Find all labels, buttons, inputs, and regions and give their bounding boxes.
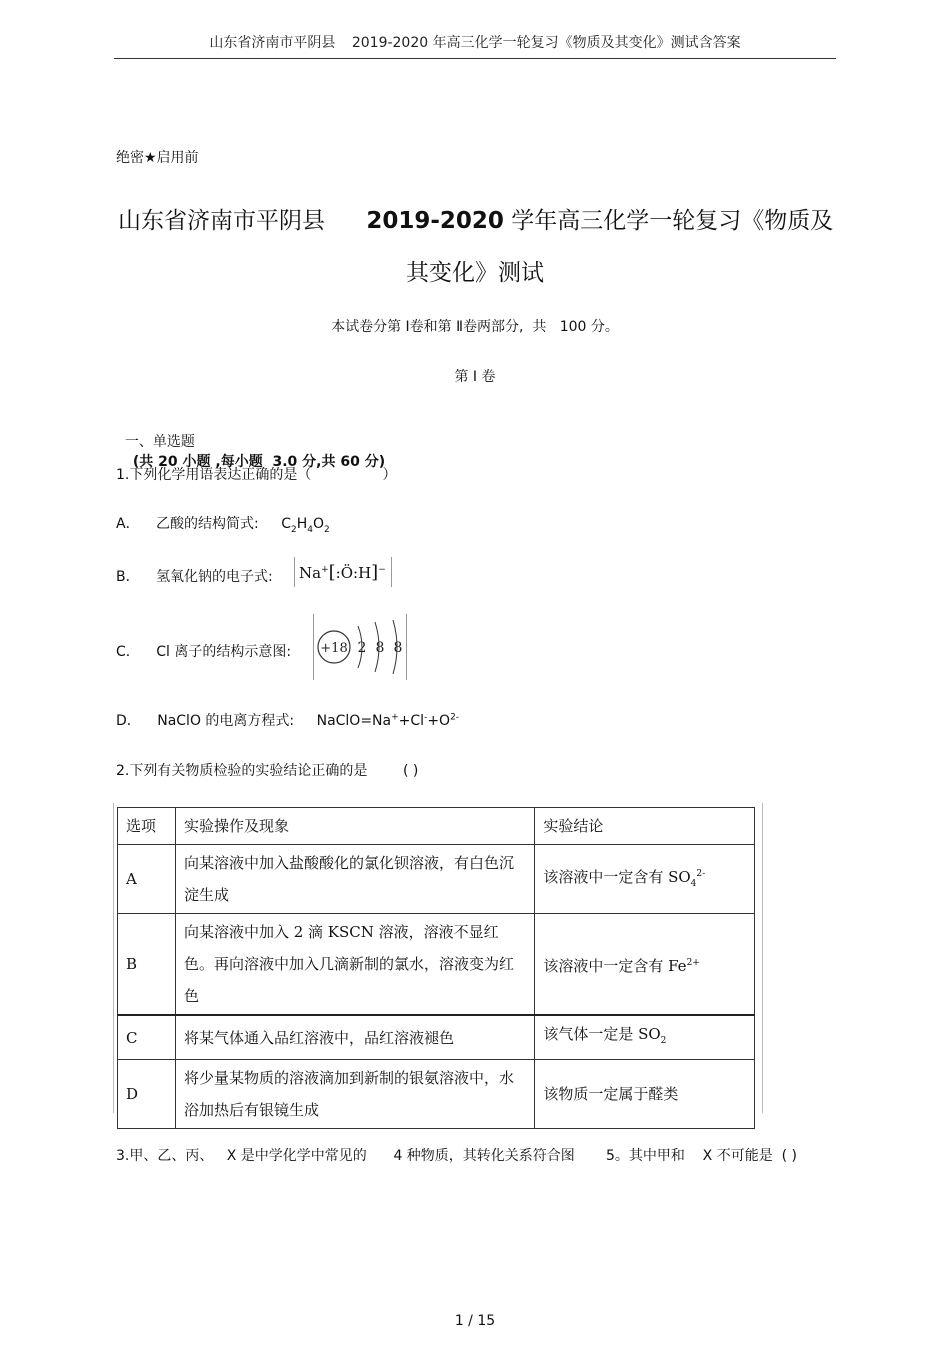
header-right: 2019-2020 年高三化学一轮复习《物质及其变化》测试含答案 <box>351 35 741 51</box>
option-a-formula <box>281 516 330 535</box>
eq-o: +O <box>427 713 451 729</box>
eq-cl: +Cl <box>398 713 425 729</box>
row-d-conclusion: 该物质一定属于醛类 <box>535 1060 755 1129</box>
na-symbol: Na <box>299 564 322 582</box>
bracket-open: [ <box>328 562 336 583</box>
section-heading <box>116 415 385 471</box>
formula-h: H <box>296 516 308 532</box>
shell-count-1: 2 <box>357 640 367 656</box>
hydroxide-charge: − <box>378 565 386 575</box>
q2-table <box>117 807 755 1129</box>
row-c-operation: 将某气体通入品红溶液中，品红溶液褪色 <box>175 1015 534 1060</box>
table-row <box>118 845 755 914</box>
row-b-conclusion <box>535 914 755 1016</box>
option-c-label: C． <box>116 644 140 660</box>
eq-o-charge: 2- <box>450 712 460 723</box>
option-b-text: 氢氧化钠的电子式: <box>156 569 273 585</box>
option-a-label: A． <box>116 516 140 532</box>
row-c-option: C <box>118 1015 176 1060</box>
q1-option-c <box>116 641 291 661</box>
conclusion-sub: 2 <box>660 1036 667 1046</box>
option-c-text: Cl 离子的结构示意图: <box>156 644 292 660</box>
conclusion-text: 该气体一定是 SO <box>543 1025 661 1043</box>
intro-text: 本试卷分第 Ⅰ卷和第 Ⅱ卷两部分, 共 100 分。 <box>331 319 619 335</box>
q1-option-b <box>116 566 273 586</box>
page-number: 1 / 15 <box>454 1313 496 1329</box>
header-option: 选项 <box>118 808 176 845</box>
h-symbol: H <box>358 564 372 582</box>
header-conclusion: 实验结论 <box>535 808 755 845</box>
q1-option-d <box>116 710 459 730</box>
eq-na-charge: + <box>391 712 399 723</box>
formula-c-sub: 2 <box>290 524 297 535</box>
conclusion-text: 该溶液中一定含有 SO <box>543 868 691 886</box>
q3-stem: 3.甲、乙、丙、 X 是中学化学中常见的 4 种物质，其转化关系符合图 5。其中甲和 X 不可能是 ( ) <box>116 1148 797 1164</box>
option-d-equation <box>317 713 459 729</box>
part-heading: 第 Ⅰ 卷 <box>454 369 496 385</box>
formula-o-sub: 2 <box>324 524 330 535</box>
row-d-option: D <box>118 1060 176 1129</box>
header-divider <box>114 58 836 59</box>
conclusion-sup: 2- <box>696 869 706 879</box>
q2-stem: 2.下列有关物质检验的实验结论正确的是 ( ) <box>116 763 419 779</box>
row-d-operation: 将少量某物质的溶液滴加到新制的银氨溶液中，水浴加热后有银镜生成 <box>175 1060 534 1129</box>
option-d-text: NaClO 的电离方程式: <box>157 713 295 729</box>
section-label: 一、单选题 <box>124 434 195 450</box>
q1-option-a <box>116 513 330 535</box>
shell-count-2: 8 <box>375 640 385 656</box>
nucleus-charge: +18 <box>320 641 348 656</box>
header-left: 山东省济南市平阴县 <box>209 35 336 51</box>
table-header-row <box>118 808 755 845</box>
atom-structure-svg <box>314 614 406 680</box>
row-a-operation: 向某溶液中加入盐酸酸化的氯化钡溶液，有白色沉淀生成 <box>175 845 534 914</box>
na-charge: + <box>321 565 329 575</box>
conclusion-text: 该溶液中一定含有 Fe <box>543 956 687 975</box>
title-part-c: 学年高三化学一轮复习《物质及 <box>511 208 834 234</box>
electron-formula-image <box>294 557 392 587</box>
atom-structure-image <box>313 614 407 680</box>
row-a-option: A <box>118 845 176 914</box>
bracket-close: ] <box>371 562 379 583</box>
title-line2: 其变化》测试 <box>406 260 544 286</box>
row-b-option: B <box>118 914 176 1016</box>
option-a-text: 乙酸的结构简式: <box>156 516 259 532</box>
row-c-conclusion <box>535 1015 755 1060</box>
formula-h-sub: 4 <box>307 524 313 535</box>
row-a-conclusion <box>535 845 755 914</box>
table-row <box>118 1015 755 1060</box>
formula-c: C <box>281 516 291 532</box>
title-line1 <box>118 202 833 235</box>
conclusion-sup: 2+ <box>686 957 700 968</box>
eq-left: NaClO=Na <box>316 713 392 729</box>
running-header <box>0 32 950 52</box>
title-part-a: 山东省济南市平阴县 <box>118 208 325 234</box>
title-year: 2019-2020 <box>366 208 504 234</box>
q1-stem: 1.下列化学用语表达正确的是（ ） <box>116 467 397 483</box>
eq-cl-charge: - <box>424 712 428 723</box>
option-b-label: B． <box>116 569 140 585</box>
option-d-label: D． <box>116 713 141 729</box>
oxygen-dots: :Ö: <box>335 564 359 582</box>
row-b-operation: 向某溶液中加入 2 滴 KSCN 溶液，溶液不显红色。再向溶液中加入几滴新制的氯水，溶液变为红色 <box>175 914 534 1016</box>
conclusion-sub: 4 <box>690 879 697 889</box>
q2-table-image <box>113 803 763 1119</box>
table-row <box>118 914 755 1016</box>
section-scoring: (共 20 小题 ,每小题 3.0 分,共 60 分) <box>132 454 386 470</box>
shell-count-3: 8 <box>393 640 403 656</box>
table-row <box>118 1060 755 1129</box>
formula-o: O <box>312 516 325 532</box>
secret-label: 绝密★启用前 <box>116 150 199 166</box>
header-operation: 实验操作及现象 <box>175 808 534 845</box>
